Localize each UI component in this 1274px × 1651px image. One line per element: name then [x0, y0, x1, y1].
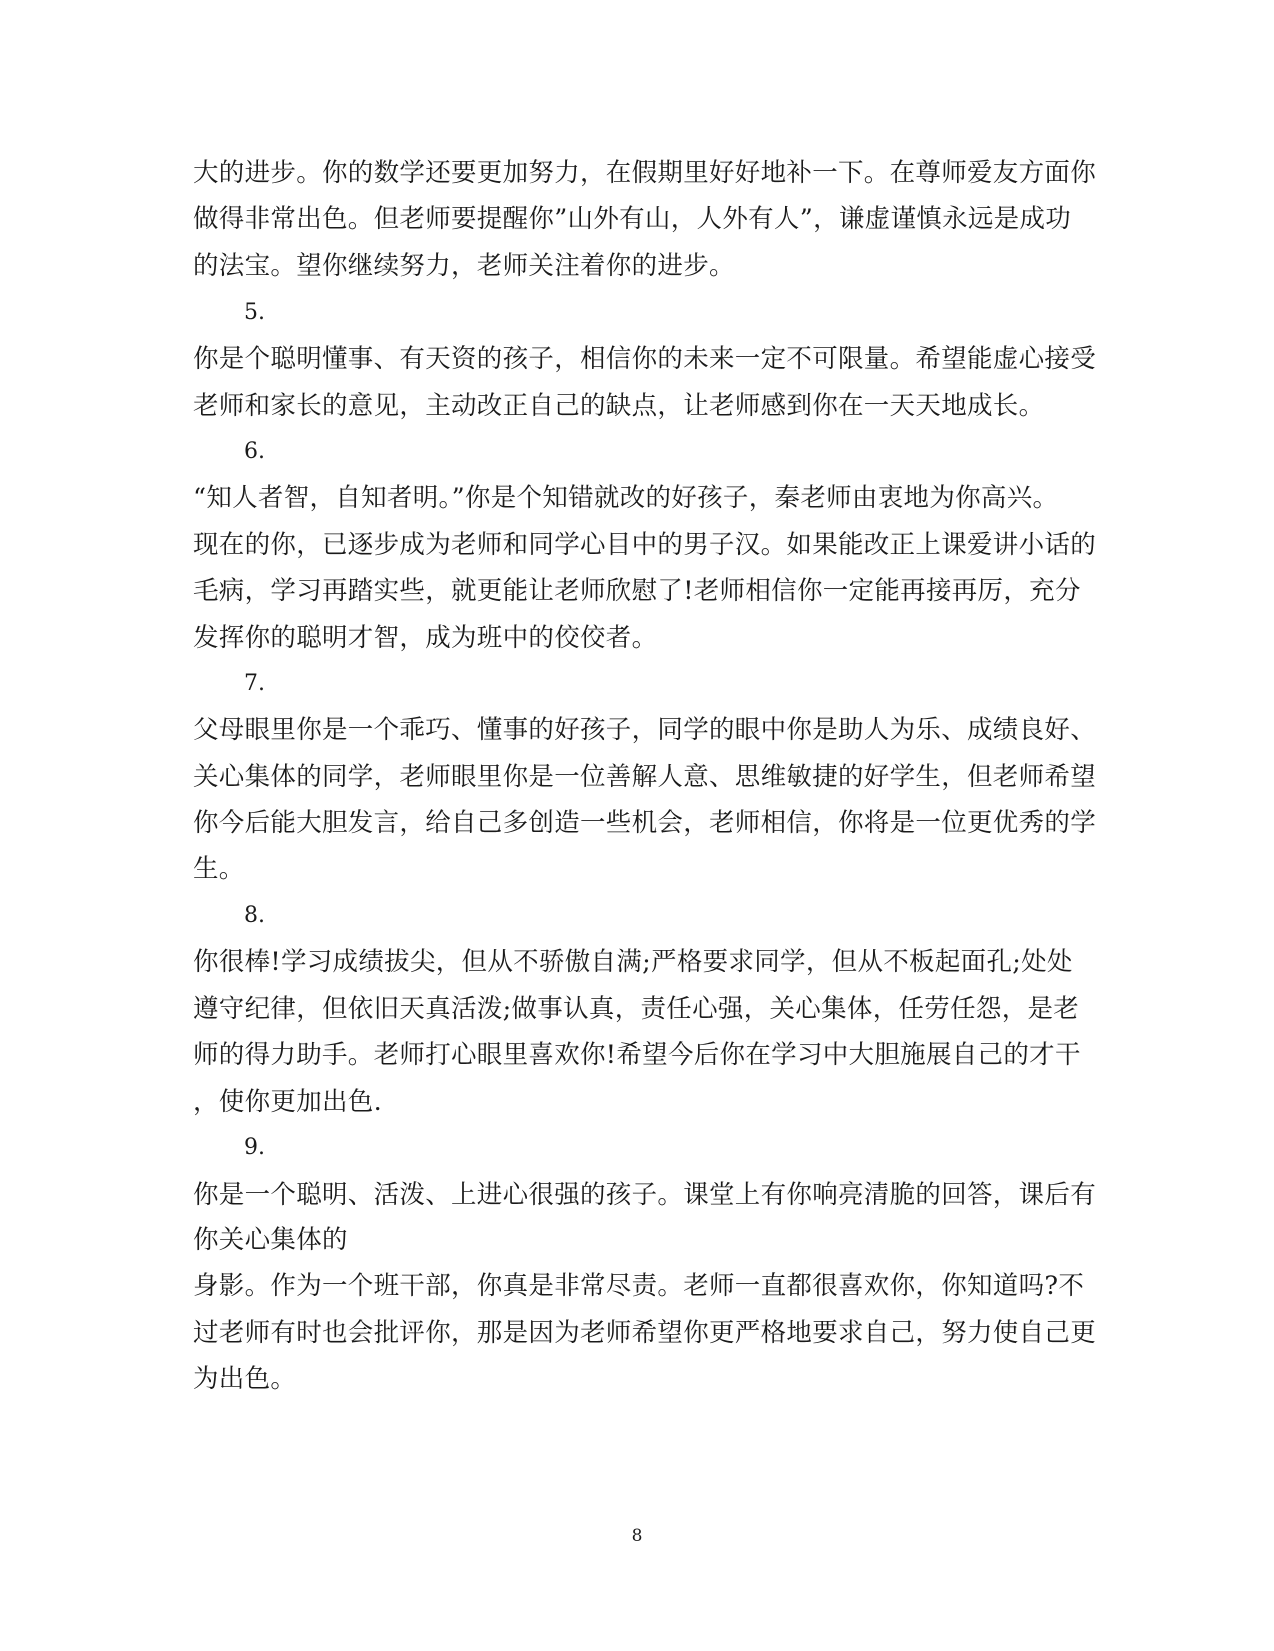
text-line: “知人者智，自知者明。”你是个知错就改的好孩子，秦老师由衷地为你高兴。	[193, 483, 1059, 513]
text-line: 你今后能大胆发言，给自己多创造一些机会，老师相信，你将是一位更优秀的学	[193, 808, 1097, 838]
text-line: 身影。作为一个班干部，你真是非常尽责。老师一直都很喜欢你，你知道吗?不	[193, 1271, 1085, 1301]
text-line: 遵守纪律，但依旧天真活泼;做事认真，责任心强，关心集体，任劳任怨，是老	[193, 994, 1080, 1024]
text-line: 毛病，学习再踏实些，就更能让老师欣慰了!老师相信你一定能再接再厉，充分	[193, 576, 1081, 606]
text-line: 大的进步。你的数学还要更加努力，在假期里好好地补一下。在尊师爱友方面你	[193, 158, 1097, 188]
text-line: 你是一个聪明、活泼、上进心很强的孩子。课堂上有你响亮清脆的回答，课后有	[193, 1180, 1097, 1210]
text-line: 关心集体的同学，老师眼里你是一位善解人意、思维敏捷的好学生，但老师希望	[193, 762, 1097, 792]
text-line: ，使你更加出色.	[193, 1087, 383, 1117]
item-number: 5.	[244, 300, 265, 325]
text-line: 你是个聪明懂事、有天资的孩子，相信你的未来一定不可限量。希望能虚心接受	[193, 344, 1097, 374]
text-line: 现在的你，已逐步成为老师和同学心目中的男子汉。如果能改正上课爱讲小话的	[193, 530, 1097, 560]
text-line: 发挥你的聪明才智，成为班中的佼佼者。	[193, 623, 658, 653]
page-number: 8	[631, 1526, 643, 1546]
text-line: 师的得力助手。老师打心眼里喜欢你!希望今后你在学习中大胆施展自己的才干	[193, 1040, 1081, 1070]
text-line: 的法宝。望你继续努力，老师关注着你的进步。	[193, 251, 735, 281]
text-line: 过老师有时也会批评你，那是因为老师希望你更严格地要求自己，努力使自己更	[193, 1318, 1097, 1348]
text-line: 为出色。	[193, 1364, 297, 1394]
text-line: 做得非常出色。但老师要提醒你”山外有山，人外有人”，谦虚谨慎永远是成功	[193, 204, 1072, 234]
text-line: 你很棒!学习成绩拔尖，但从不骄傲自满;严格要求同学，但从不板起面孔;处处	[193, 947, 1073, 977]
item-number: 8.	[244, 903, 265, 928]
text-line: 你关心集体的	[193, 1225, 348, 1255]
item-number: 7.	[244, 671, 265, 696]
item-number: 9.	[244, 1135, 265, 1160]
text-line: 父母眼里你是一个乖巧、懂事的好孩子，同学的眼中你是助人为乐、成绩良好、	[193, 715, 1097, 745]
text-line: 生。	[193, 854, 245, 884]
item-number: 6.	[244, 439, 265, 464]
text-line: 老师和家长的意见，主动改正自己的缺点，让老师感到你在一天天地成长。	[193, 391, 1045, 421]
